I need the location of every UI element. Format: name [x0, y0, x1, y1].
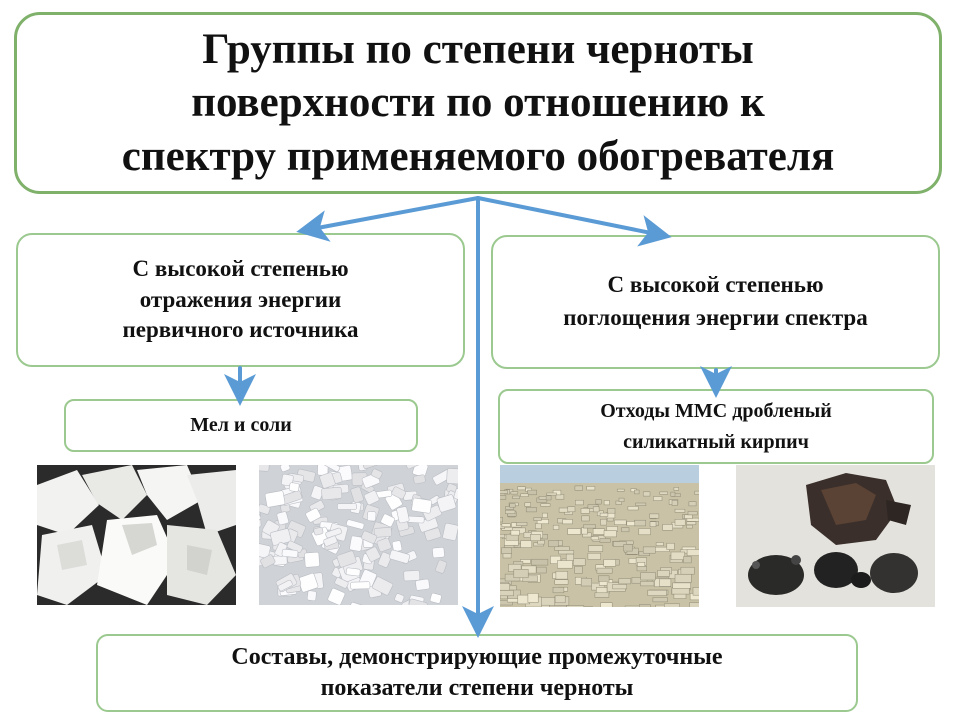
waste-brick-line-2: силикатный кирпич [623, 430, 809, 453]
arrow-to-reflection-group [312, 198, 478, 229]
reflection-group-line-2: отражения энергии [139, 286, 342, 312]
waste-brick-line-1: Отходы ММС дробленый [600, 399, 832, 422]
title-line-2: поверхности по отношению к [191, 79, 765, 127]
reflection-group-line-3: первичного источника [122, 317, 359, 343]
title-line-3: спектру применяемого обогревателя [121, 132, 835, 180]
title-line-1: Группы по степени черноты [202, 26, 754, 74]
intermediate-line-2: показатели степени черноты [320, 675, 634, 701]
absorption-group-line-2: поглощения энергии спектра [563, 305, 868, 330]
absorption-group-line-1: С высокой степенью [607, 272, 824, 298]
reflection-group-line-1: С высокой степенью [132, 256, 349, 282]
intermediate-line-1: Составы, демонстрирующие промежуточные [231, 643, 723, 670]
arrow-to-absorption-group [478, 198, 656, 234]
chalk-and-salts-label: Мел и соли [190, 414, 292, 436]
